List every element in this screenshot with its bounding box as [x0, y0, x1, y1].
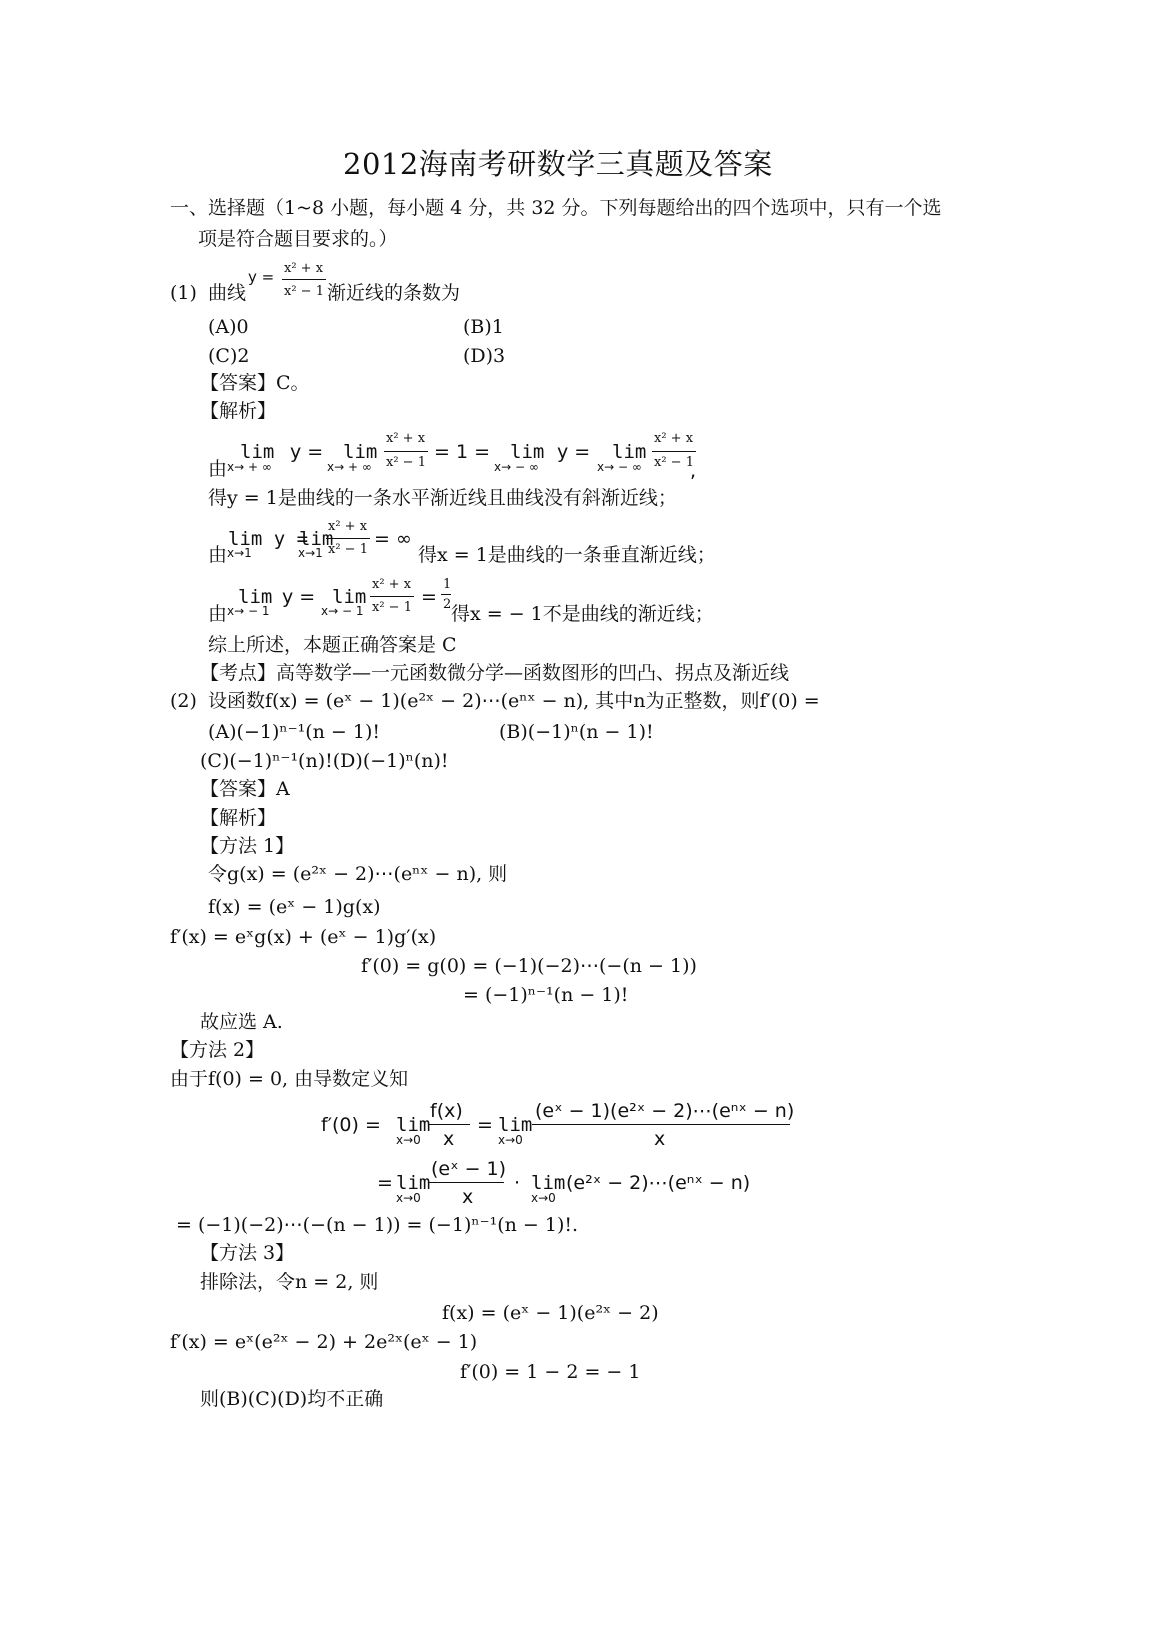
q1-frac5-den: x² − 1: [372, 600, 412, 615]
q1-lim-y-1-sub: x→1: [227, 546, 252, 560]
q1-frac3-line: [652, 451, 696, 452]
q1-frac3-den: x² − 1: [654, 455, 694, 470]
q1-analysis-label: 【解析】: [200, 400, 277, 422]
q1-answer: 【答案】C。: [200, 372, 310, 394]
q1-vertical-asymptote: 得x = 1是曲线的一条垂直渐近线；: [418, 544, 716, 566]
q2-m2-line5: = (−1)(−2)⋯(−(n − 1)) = (−1)ⁿ⁻¹(n − 1)!.: [176, 1214, 579, 1236]
q1-half-den: 2: [443, 597, 452, 612]
q1-frac5-num: x² + x: [372, 577, 412, 592]
q2-m2-lim-d-sub: x→0: [531, 1191, 556, 1205]
q1-lim-b: lim: [343, 441, 378, 463]
q1-option-a: (A)0: [208, 316, 249, 338]
q2-m2-den3: x: [462, 1186, 474, 1208]
q2-m1-line2: f(x) = (eˣ − 1)g(x): [208, 896, 381, 918]
q2-m2-num3: (eˣ − 1): [431, 1158, 507, 1180]
q1-lim-m1-b-sub: x→ − 1: [321, 604, 364, 618]
q2-m2-lim-c-sub: x→0: [396, 1191, 421, 1205]
q1-option-b: (B)1: [463, 316, 504, 338]
q1-lim-a-sub: x→ + ∞: [227, 460, 272, 474]
q1-lim-d: lim: [612, 441, 647, 463]
q1-not-asymptote: 得x = − 1不是曲线的渐近线；: [451, 603, 714, 625]
q2-m3-line4: f′(0) = 1 − 2 = − 1: [460, 1361, 641, 1383]
q2-method3-label: 【方法 3】: [200, 1242, 295, 1264]
q2-m1-line1: 令g(x) = (e²ˣ − 2)⋯(eⁿˣ − n), 则: [208, 863, 508, 885]
q2-method2-label: 【方法 2】: [170, 1039, 265, 1061]
q1-horizontal-asymptote: 得y = 1是曲线的一条水平渐近线且曲线没有斜渐近线；: [208, 487, 677, 509]
q2-number: (2): [170, 690, 197, 712]
q1-y-eq: y =: [248, 268, 275, 286]
q1-eq1: = 1 =: [434, 441, 491, 463]
q2-option-cd: (C)(−1)ⁿ⁻¹(n)!(D)(−1)ⁿ(n)!: [200, 750, 449, 772]
q2-m2-eq2: =: [377, 1172, 393, 1194]
q1-lim-1-sub: x→1: [298, 546, 323, 560]
q2-m2-lim-b: lim: [498, 1114, 533, 1136]
q2-m1-line5: = (−1)ⁿ⁻¹(n − 1)!: [463, 984, 629, 1006]
q1-option-d: (D)3: [463, 345, 506, 367]
q2-m3-line2: f(x) = (eˣ − 1)(e²ˣ − 2): [442, 1302, 659, 1324]
q2-m3-conclusion: 则(B)(C)(D)均不正确: [200, 1388, 384, 1410]
q1-lim-m1-a: lim: [238, 586, 273, 608]
q2-m1-line3: f′(x) = eˣg(x) + (eˣ − 1)g′(x): [170, 926, 437, 948]
section-header-line1: 一、选择题（1~8 小题，每小题 4 分，共 32 分。下列每题给出的四个选项中，只有一个选: [170, 197, 942, 219]
q1-frac2-den: x² − 1: [386, 455, 426, 470]
q2-m2-frac3-line: [428, 1182, 504, 1183]
q1-eq-inf: = ∞: [374, 528, 412, 550]
q1-frac-num: x² + x: [284, 261, 324, 276]
q2-stem: 设函数f(x) = (eˣ − 1)(e²ˣ − 2)⋯(eⁿˣ − n), 其中n为正整数，则f′(0) =: [208, 690, 820, 712]
q2-m2-lim-b-sub: x→0: [498, 1133, 523, 1147]
q1-lim-y-1: lim y =: [228, 528, 309, 550]
q1-stem-suffix: 渐近线的条数为: [327, 282, 461, 304]
q1-y-m1: y =: [282, 586, 316, 608]
q1-number: (1): [170, 282, 197, 304]
q1-frac-line: [282, 279, 326, 280]
q2-option-a: (A)(−1)ⁿ⁻¹(n − 1)!: [208, 721, 381, 743]
q1-lim-d-sub: x→ − ∞: [597, 460, 642, 474]
q1-summary: 综上所述，本题正确答案是 C: [208, 634, 457, 656]
q1-frac4-den: x² − 1: [328, 542, 368, 557]
q2-option-b: (B)(−1)ⁿ(n − 1)!: [499, 721, 654, 743]
q1-you-3: 由: [208, 603, 228, 625]
q2-answer: 【答案】A: [200, 778, 290, 800]
q2-m2-lim-d: lim: [531, 1172, 566, 1194]
q1-option-c: (C)2: [208, 345, 250, 367]
q1-stem-prefix: 曲线: [208, 282, 247, 304]
q2-m3-line3: f′(x) = eˣ(e²ˣ − 2) + 2e²ˣ(eˣ − 1): [170, 1331, 478, 1353]
q1-half-num: 1: [443, 577, 452, 592]
q1-frac2-num: x² + x: [386, 431, 426, 446]
q2-m1-line4: f′(0) = g(0) = (−1)(−2)⋯(−(n − 1)): [361, 955, 697, 977]
q1-frac5-line: [370, 596, 414, 597]
q1-y-c: y =: [557, 441, 591, 463]
q1-you-1: 由: [208, 458, 228, 480]
q2-m2-num1: f(x): [430, 1100, 463, 1122]
q1-lim-c-sub: x→ − ∞: [494, 460, 539, 474]
q2-m2-eq: =: [477, 1114, 493, 1136]
q1-y-a: y =: [290, 441, 324, 463]
q1-lim-1: lim: [299, 528, 334, 550]
q1-frac2-line: [384, 451, 428, 452]
q1-lim-m1-a-sub: x→ − 1: [227, 604, 270, 618]
q1-half-line: [441, 594, 451, 595]
q2-m2-lim-a: lim: [396, 1114, 431, 1136]
q2-m1-conclusion: 故应选 A.: [200, 1011, 283, 1033]
q2-m2-den1: x: [443, 1128, 455, 1150]
q1-frac3-num: x² + x: [654, 431, 694, 446]
page-title: 2012海南考研数学三真题及答案: [343, 147, 773, 181]
q2-m2-den2: x: [654, 1128, 666, 1150]
q1-lim-m1-b: lim: [332, 586, 367, 608]
q1-kaodian: 【考点】高等数学—一元函数微分学—函数图形的凹凸、拐点及渐近线: [200, 662, 790, 684]
q1-comma: ,: [690, 460, 697, 482]
q1-frac-den: x² − 1: [284, 284, 324, 299]
q2-m2-lim-a-sub: x→0: [396, 1133, 421, 1147]
q1-frac4-num: x² + x: [328, 519, 368, 534]
q2-m2-num2: (eˣ − 1)(e²ˣ − 2)⋯(eⁿˣ − n): [535, 1100, 795, 1122]
q2-m2-frac2-line: [532, 1124, 790, 1125]
section-header-line2: 项是符合题目要求的。）: [198, 228, 398, 250]
q2-m2-dot: ·: [514, 1172, 521, 1194]
q1-you-2: 由: [208, 544, 228, 566]
q1-lim-c: lim: [510, 441, 545, 463]
q2-analysis-label: 【解析】: [200, 807, 277, 829]
q2-m3-line1: 排除法，令n = 2, 则: [200, 1271, 379, 1293]
q2-m2-lim-c: lim: [396, 1172, 431, 1194]
q2-m2-tail: (e²ˣ − 2)⋯(eⁿˣ − n): [566, 1172, 751, 1194]
q2-method1-label: 【方法 1】: [200, 835, 295, 857]
q2-m2-frac1-line: [428, 1124, 470, 1125]
q1-lim-a: lim: [240, 441, 275, 463]
q1-eq-sign: =: [421, 586, 437, 608]
q1-frac4-line: [326, 538, 370, 539]
q2-m2-fprime: f′(0) =: [321, 1114, 381, 1136]
q1-lim-b-sub: x→ + ∞: [327, 460, 372, 474]
q2-m2-line1: 由于f(0) = 0, 由导数定义知: [170, 1068, 409, 1090]
